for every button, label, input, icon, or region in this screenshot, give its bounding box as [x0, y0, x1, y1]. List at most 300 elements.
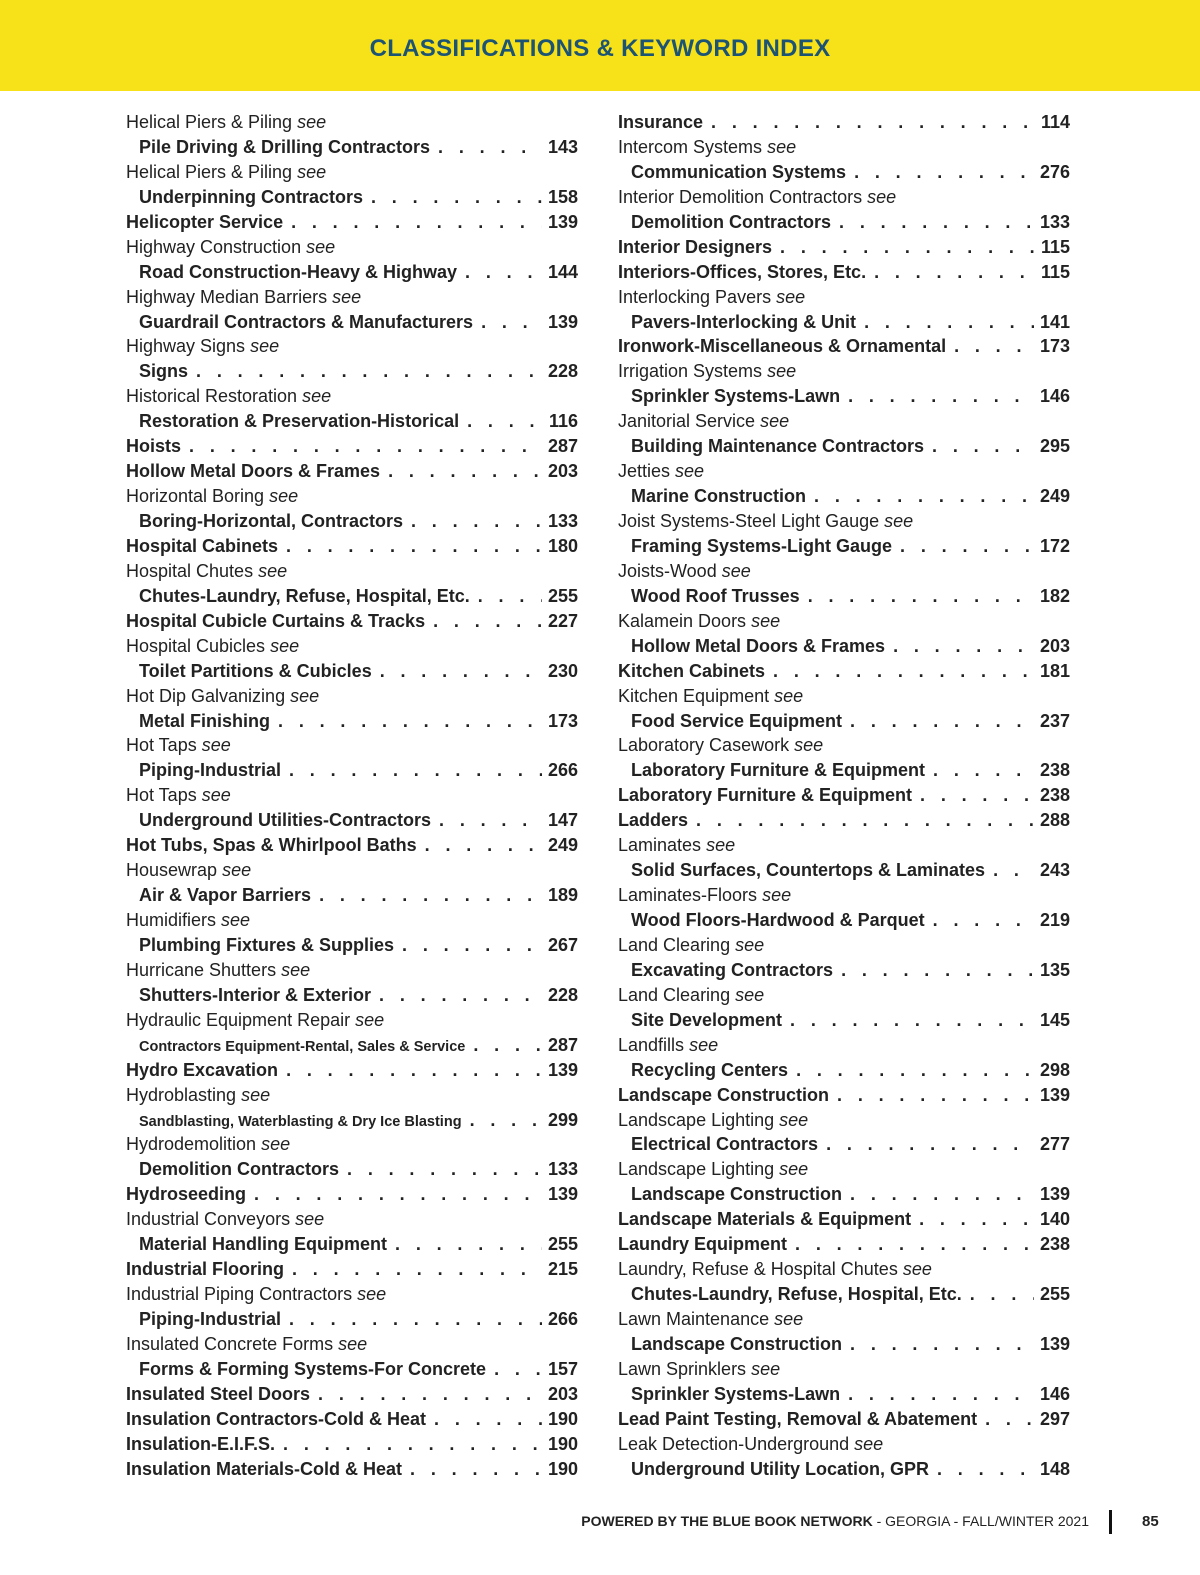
dot-leader	[462, 1108, 542, 1133]
classification-name: Communication Systems	[631, 161, 847, 182]
index-target-entry	[618, 1058, 1070, 1083]
keyword-text: Hot Taps	[126, 735, 197, 756]
index-target-entry	[618, 384, 1070, 409]
see-label: see	[689, 1034, 719, 1055]
keyword-text: Historical Restoration	[126, 386, 298, 407]
index-target-entry	[618, 858, 1070, 883]
index-see-reference	[618, 833, 1070, 858]
classification-name: Underpinning Contractors	[139, 186, 363, 207]
dot-leader	[430, 135, 542, 160]
index-see-reference	[618, 1157, 1070, 1182]
classification-name: Industrial Flooring	[126, 1259, 284, 1280]
classification-name: Ladders	[618, 810, 689, 831]
classification-name: Marine Construction	[631, 486, 807, 507]
see-label: see	[774, 1309, 804, 1329]
dot-leader	[470, 584, 542, 609]
index-target-entry	[126, 584, 578, 609]
page-ref: 115	[1040, 261, 1070, 282]
index-column-right	[618, 110, 1070, 1482]
dot-leader	[831, 210, 1034, 235]
page-ref: 139	[547, 211, 578, 232]
index-see-reference	[618, 135, 1070, 160]
classification-name: Building Maintenance Contractors	[631, 436, 925, 457]
see-label: see	[735, 984, 765, 1005]
dot-leader	[459, 409, 543, 434]
index-see-reference	[126, 1282, 578, 1307]
see-label: see	[297, 161, 327, 182]
dot-leader	[270, 709, 542, 734]
dot-leader	[924, 434, 1034, 459]
page-ref: 238	[1039, 785, 1070, 806]
page-ref: 148	[1039, 1458, 1070, 1479]
dot-leader	[833, 958, 1034, 983]
classification-name: Sandblasting, Waterblasting & Dry Ice Blasting	[139, 1113, 462, 1130]
dot-leader	[866, 260, 1035, 285]
dot-leader	[246, 1182, 542, 1207]
index-target-entry	[618, 534, 1070, 559]
see-label: see	[281, 959, 311, 980]
keyword-text: Highway Construction	[126, 236, 302, 257]
keyword-text: Laboratory Casework	[618, 735, 790, 756]
page-ref: 146	[1039, 386, 1070, 407]
see-label: see	[751, 610, 781, 631]
classification-name: Insurance	[618, 112, 704, 132]
dot-leader	[800, 584, 1034, 609]
page-ref: 203	[547, 1383, 578, 1404]
keyword-text: Kalamein Doors	[618, 610, 747, 631]
index-target-entry	[126, 310, 578, 335]
classification-name: Interior Designers	[618, 236, 773, 257]
classification-name: Pavers-Interlocking & Unit	[631, 311, 857, 332]
see-label: see	[355, 1009, 385, 1030]
classification-name: Road Construction-Heavy & Highway	[139, 261, 458, 282]
dot-leader	[457, 260, 542, 285]
dot-leader	[818, 1132, 1034, 1157]
index-entry	[126, 833, 578, 858]
page-ref: 147	[547, 810, 578, 831]
page-ref: 228	[547, 984, 578, 1005]
see-label: see	[779, 1159, 809, 1180]
page-ref: 190	[547, 1408, 578, 1429]
index-target-entry	[126, 260, 578, 285]
page-ref: 135	[1039, 959, 1070, 980]
dot-leader	[465, 1033, 542, 1058]
index-target-entry	[126, 1108, 578, 1133]
page-ref: 139	[1039, 1184, 1070, 1205]
index-see-reference	[618, 1357, 1070, 1382]
keyword-text: Highway Median Barriers	[126, 286, 328, 307]
page-ref: 190	[547, 1433, 578, 1454]
dot-leader	[925, 908, 1034, 933]
dot-leader	[929, 1457, 1034, 1482]
index-target-entry	[618, 1182, 1070, 1207]
index-target-entry	[126, 983, 578, 1008]
index-see-reference	[618, 983, 1070, 1008]
keyword-text: Laminates-Floors	[618, 885, 758, 906]
page-ref: 133	[547, 1159, 578, 1180]
dot-leader	[840, 384, 1034, 409]
index-see-reference	[126, 958, 578, 983]
page-ref: 238	[1039, 760, 1070, 781]
index-target-entry	[618, 310, 1070, 335]
page-ref: 180	[547, 535, 578, 556]
dot-leader	[275, 1432, 542, 1457]
page-ref: 255	[1039, 1284, 1070, 1305]
keyword-text: Hurricane Shutters	[126, 959, 277, 980]
classification-name: Food Service Equipment	[631, 710, 843, 731]
dot-leader	[788, 1058, 1034, 1083]
see-label: see	[306, 236, 336, 257]
see-label: see	[297, 112, 327, 132]
dot-leader	[403, 509, 542, 534]
page-ref: 146	[1039, 1383, 1070, 1404]
index-target-entry	[618, 634, 1070, 659]
dot-leader	[962, 1282, 1034, 1307]
page-ref: 116	[548, 411, 578, 432]
page-ref: 288	[1039, 810, 1070, 831]
page-ref: 133	[547, 511, 578, 531]
index-entry	[126, 210, 578, 235]
see-label: see	[854, 1433, 884, 1454]
keyword-text: Horizontal Boring	[126, 486, 265, 507]
classification-name: Shutters-Interior & Exterior	[139, 984, 372, 1005]
see-label: see	[675, 461, 705, 482]
page-ref: 287	[547, 436, 578, 457]
page-ref: 203	[1039, 635, 1070, 656]
classification-name: Landscape Construction	[618, 1084, 830, 1105]
keyword-text: Hydroblasting	[126, 1084, 237, 1105]
classification-name: Laboratory Furniture & Equipment	[618, 785, 913, 806]
page-ref: 299	[547, 1109, 578, 1130]
dot-leader	[842, 709, 1034, 734]
index-entry	[618, 235, 1070, 260]
classification-name: Plumbing Fixtures & Supplies	[139, 934, 395, 955]
dot-leader	[703, 110, 1035, 135]
keyword-text: Hot Taps	[126, 785, 197, 806]
keyword-text: Highway Signs	[126, 336, 246, 357]
index-column-left	[126, 110, 578, 1482]
page-ref: 173	[1039, 336, 1070, 357]
classification-name: Insulation-E.I.F.S.	[126, 1433, 276, 1454]
index-target-entry	[618, 709, 1070, 734]
index-see-reference	[126, 384, 578, 409]
index-entry	[618, 1083, 1070, 1108]
page-ref: 145	[1039, 1009, 1070, 1030]
classification-name: Insulation Contractors-Cold & Heat	[126, 1408, 427, 1429]
dot-leader	[311, 883, 542, 908]
keyword-text: Landscape Lighting	[618, 1109, 775, 1130]
page-ref: 266	[547, 1309, 578, 1329]
see-label: see	[884, 511, 914, 531]
dot-leader	[806, 484, 1034, 509]
dot-leader	[278, 1058, 542, 1083]
dot-leader	[842, 1182, 1034, 1207]
see-label: see	[774, 685, 804, 706]
index-target-entry	[618, 758, 1070, 783]
index-see-reference	[618, 559, 1070, 584]
index-see-reference	[126, 559, 578, 584]
index-entry	[126, 1432, 578, 1457]
index-target-entry	[618, 1132, 1070, 1157]
keyword-text: Intercom Systems	[618, 136, 763, 157]
classification-name: Lead Paint Testing, Removal & Abatement	[618, 1408, 978, 1429]
see-label: see	[762, 885, 792, 906]
footer-text	[581, 1513, 1089, 1529]
index-target-entry	[618, 908, 1070, 933]
page-ref: 139	[547, 311, 578, 332]
see-label: see	[241, 1084, 271, 1105]
header-banner	[0, 0, 1200, 91]
index-target-entry	[618, 1457, 1070, 1482]
page-ref: 115	[1040, 236, 1070, 257]
see-label: see	[269, 486, 299, 507]
keyword-text: Landfills	[618, 1034, 685, 1055]
index-see-reference	[126, 733, 578, 758]
page-number: 85	[1142, 1513, 1159, 1530]
index-entry	[126, 1407, 578, 1432]
page-ref: 249	[547, 835, 578, 856]
classification-name: Demolition Contractors	[139, 1159, 340, 1180]
classification-name: Hydroseeding	[126, 1184, 247, 1205]
keyword-text: Laminates	[618, 835, 702, 856]
see-label: see	[767, 361, 797, 382]
index-see-reference	[126, 634, 578, 659]
page-ref: 267	[547, 934, 578, 955]
see-label: see	[258, 560, 288, 581]
dot-leader	[394, 933, 542, 958]
index-entry	[126, 609, 578, 634]
see-label: see	[332, 286, 362, 307]
page-ref: 139	[547, 1184, 578, 1205]
page-ref: 190	[547, 1458, 578, 1479]
keyword-text: Janitorial Service	[618, 411, 756, 432]
classification-name: Pile Driving & Drilling Contractors	[139, 136, 431, 157]
page-ref: 158	[547, 186, 578, 207]
index-target-entry	[126, 359, 578, 384]
dot-leader	[283, 210, 542, 235]
classification-name: Hoists	[126, 436, 182, 457]
keyword-text: Helical Piers & Piling	[126, 112, 293, 132]
index-see-reference	[126, 285, 578, 310]
page-ref: 182	[1039, 585, 1070, 606]
page-ref: 140	[1039, 1209, 1070, 1230]
classification-name: Wood Floors-Hardwood & Parquet	[631, 910, 925, 930]
classification-name: Hot Tubs, Spas & Whirlpool Baths	[126, 835, 417, 856]
page-ref: 230	[547, 660, 578, 681]
dot-leader	[688, 808, 1034, 833]
keyword-text: Housewrap	[126, 860, 218, 881]
classification-name: Boring-Horizontal, Contractors	[139, 511, 403, 531]
page-ref: 219	[1039, 910, 1070, 930]
dot-leader	[782, 1008, 1034, 1033]
see-label: see	[721, 560, 751, 581]
classification-name: Underground Utilities-Contractors	[139, 810, 432, 831]
page-ref: 172	[1039, 535, 1070, 556]
index-entry	[126, 1182, 578, 1207]
see-label: see	[867, 186, 897, 207]
index-see-reference	[618, 609, 1070, 634]
footer-edition: - GEORGIA - FALL/WINTER 2021	[872, 1513, 1089, 1529]
index-see-reference	[618, 459, 1070, 484]
index-see-reference	[618, 684, 1070, 709]
classification-name: Laundry Equipment	[618, 1234, 788, 1255]
keyword-text: Irrigation Systems	[618, 361, 763, 382]
page-ref: 215	[547, 1259, 578, 1280]
keyword-text: Interior Demolition Contractors	[618, 186, 863, 207]
classification-name: Hydro Excavation	[126, 1059, 279, 1080]
keyword-text: Hospital Chutes	[126, 560, 254, 581]
see-label: see	[760, 411, 790, 432]
index-see-reference	[618, 1307, 1070, 1332]
dot-leader	[765, 659, 1034, 684]
index-target-entry	[126, 185, 578, 210]
index-entry	[126, 534, 578, 559]
index-see-reference	[126, 1008, 578, 1033]
classification-name: Recycling Centers	[631, 1059, 789, 1080]
page-title: CLASSIFICATIONS & KEYWORD INDEX	[369, 34, 831, 62]
index-target-entry	[618, 1332, 1070, 1357]
dot-leader	[281, 1307, 542, 1332]
index-entry	[618, 1207, 1070, 1232]
dot-leader	[912, 783, 1034, 808]
page-ref: 238	[1039, 1234, 1070, 1255]
dot-leader	[310, 1382, 542, 1407]
classification-name: Helicopter Service	[126, 211, 284, 232]
index-see-reference	[126, 1132, 578, 1157]
index-target-entry	[126, 933, 578, 958]
index-see-reference	[618, 883, 1070, 908]
index-target-entry	[618, 160, 1070, 185]
index-entry	[618, 110, 1070, 135]
classification-name: Site Development	[631, 1009, 783, 1030]
classification-name: Insulation Materials-Cold & Heat	[126, 1458, 403, 1479]
dot-leader	[911, 1207, 1034, 1232]
index-target-entry	[126, 709, 578, 734]
index-see-reference	[126, 484, 578, 509]
keyword-text: Hospital Cubicles	[126, 635, 266, 656]
index-see-reference	[618, 1432, 1070, 1457]
dot-leader	[371, 983, 542, 1008]
index-see-reference	[126, 1332, 578, 1357]
index-see-reference	[618, 1257, 1070, 1282]
dot-leader	[426, 1407, 542, 1432]
classification-name: Sprinkler Systems-Lawn	[631, 1383, 841, 1404]
classification-name: Wood Roof Trusses	[631, 585, 800, 606]
index-target-entry	[126, 659, 578, 684]
keyword-text: Industrial Conveyors	[126, 1209, 291, 1230]
dot-leader	[417, 833, 542, 858]
index-target-entry	[126, 135, 578, 160]
page-ref: 287	[547, 1034, 578, 1055]
index-see-reference	[126, 858, 578, 883]
index-entry	[618, 1232, 1070, 1257]
see-label: see	[779, 1109, 809, 1130]
classification-name: Sprinkler Systems-Lawn	[631, 386, 841, 407]
index-target-entry	[618, 1008, 1070, 1033]
index-target-entry	[126, 409, 578, 434]
see-label: see	[706, 835, 736, 856]
index-see-reference	[618, 1033, 1070, 1058]
index-see-reference	[618, 733, 1070, 758]
classification-name: Landscape Construction	[631, 1333, 843, 1354]
page-ref: 228	[547, 361, 578, 382]
keyword-text: Helical Piers & Piling	[126, 161, 293, 182]
index-see-reference	[126, 110, 578, 135]
see-label: see	[767, 136, 797, 157]
keyword-text: Joist Systems-Steel Light Gauge	[618, 511, 880, 531]
see-label: see	[302, 386, 332, 407]
dot-leader	[380, 459, 542, 484]
page-ref: 139	[1039, 1333, 1070, 1354]
index-target-entry	[618, 484, 1070, 509]
dot-leader	[772, 235, 1035, 260]
dot-leader	[829, 1083, 1034, 1108]
page-footer	[0, 1510, 1200, 1536]
page-ref: 297	[1039, 1408, 1070, 1429]
classification-name: Landscape Materials & Equipment	[618, 1209, 912, 1230]
classification-name: Hollow Metal Doors & Frames	[126, 461, 381, 482]
dot-leader	[372, 659, 542, 684]
classification-name: Hospital Cabinets	[126, 535, 279, 556]
see-label: see	[250, 336, 280, 357]
page-ref: 144	[547, 261, 578, 282]
see-label: see	[270, 635, 300, 656]
classification-name: Piping-Industrial	[139, 760, 281, 781]
classification-name: Material Handling Equipment	[139, 1234, 388, 1255]
page-ref: 139	[547, 1059, 578, 1080]
keyword-text: Interlocking Pavers	[618, 286, 772, 307]
index-target-entry	[126, 1033, 578, 1058]
see-label: see	[735, 934, 765, 955]
keyword-text: Laundry, Refuse & Hospital Chutes	[618, 1259, 898, 1280]
keyword-text: Insulated Concrete Forms	[126, 1333, 334, 1354]
page-ref: 181	[1039, 660, 1070, 681]
see-label: see	[201, 735, 231, 756]
classification-name: Kitchen Cabinets	[618, 660, 766, 681]
keyword-text: Kitchen Equipment	[618, 685, 770, 706]
dot-leader	[188, 359, 542, 384]
keyword-text: Lawn Maintenance	[618, 1309, 770, 1329]
index-see-reference	[618, 509, 1070, 534]
page-ref: 266	[547, 760, 578, 781]
index-target-entry	[618, 1282, 1070, 1307]
page-ref: 276	[1039, 161, 1070, 182]
dot-leader	[425, 609, 542, 634]
index-target-entry	[126, 1232, 578, 1257]
page-ref: 298	[1039, 1059, 1070, 1080]
page-ref: 133	[1039, 211, 1070, 232]
dot-leader	[181, 434, 542, 459]
classification-name: Restoration & Preservation-Historical	[139, 411, 460, 432]
classification-name: Solid Surfaces, Countertops & Laminates	[631, 860, 986, 881]
index-entry	[618, 808, 1070, 833]
dot-leader	[278, 534, 542, 559]
index-see-reference	[126, 908, 578, 933]
dot-leader	[431, 808, 542, 833]
classification-name: Laboratory Furniture & Equipment	[631, 760, 926, 781]
page-ref: 295	[1039, 436, 1070, 457]
classification-name: Excavating Contractors	[631, 959, 834, 980]
dot-leader	[842, 1332, 1034, 1357]
keyword-text: Humidifiers	[126, 910, 217, 930]
index-entry	[618, 783, 1070, 808]
keyword-text: Land Clearing	[618, 934, 731, 955]
classification-name: Guardrail Contractors & Manufacturers	[139, 311, 474, 332]
index-see-reference	[618, 359, 1070, 384]
index-see-reference	[126, 334, 578, 359]
index-see-reference	[126, 235, 578, 260]
keyword-text: Industrial Piping Contractors	[126, 1284, 353, 1305]
